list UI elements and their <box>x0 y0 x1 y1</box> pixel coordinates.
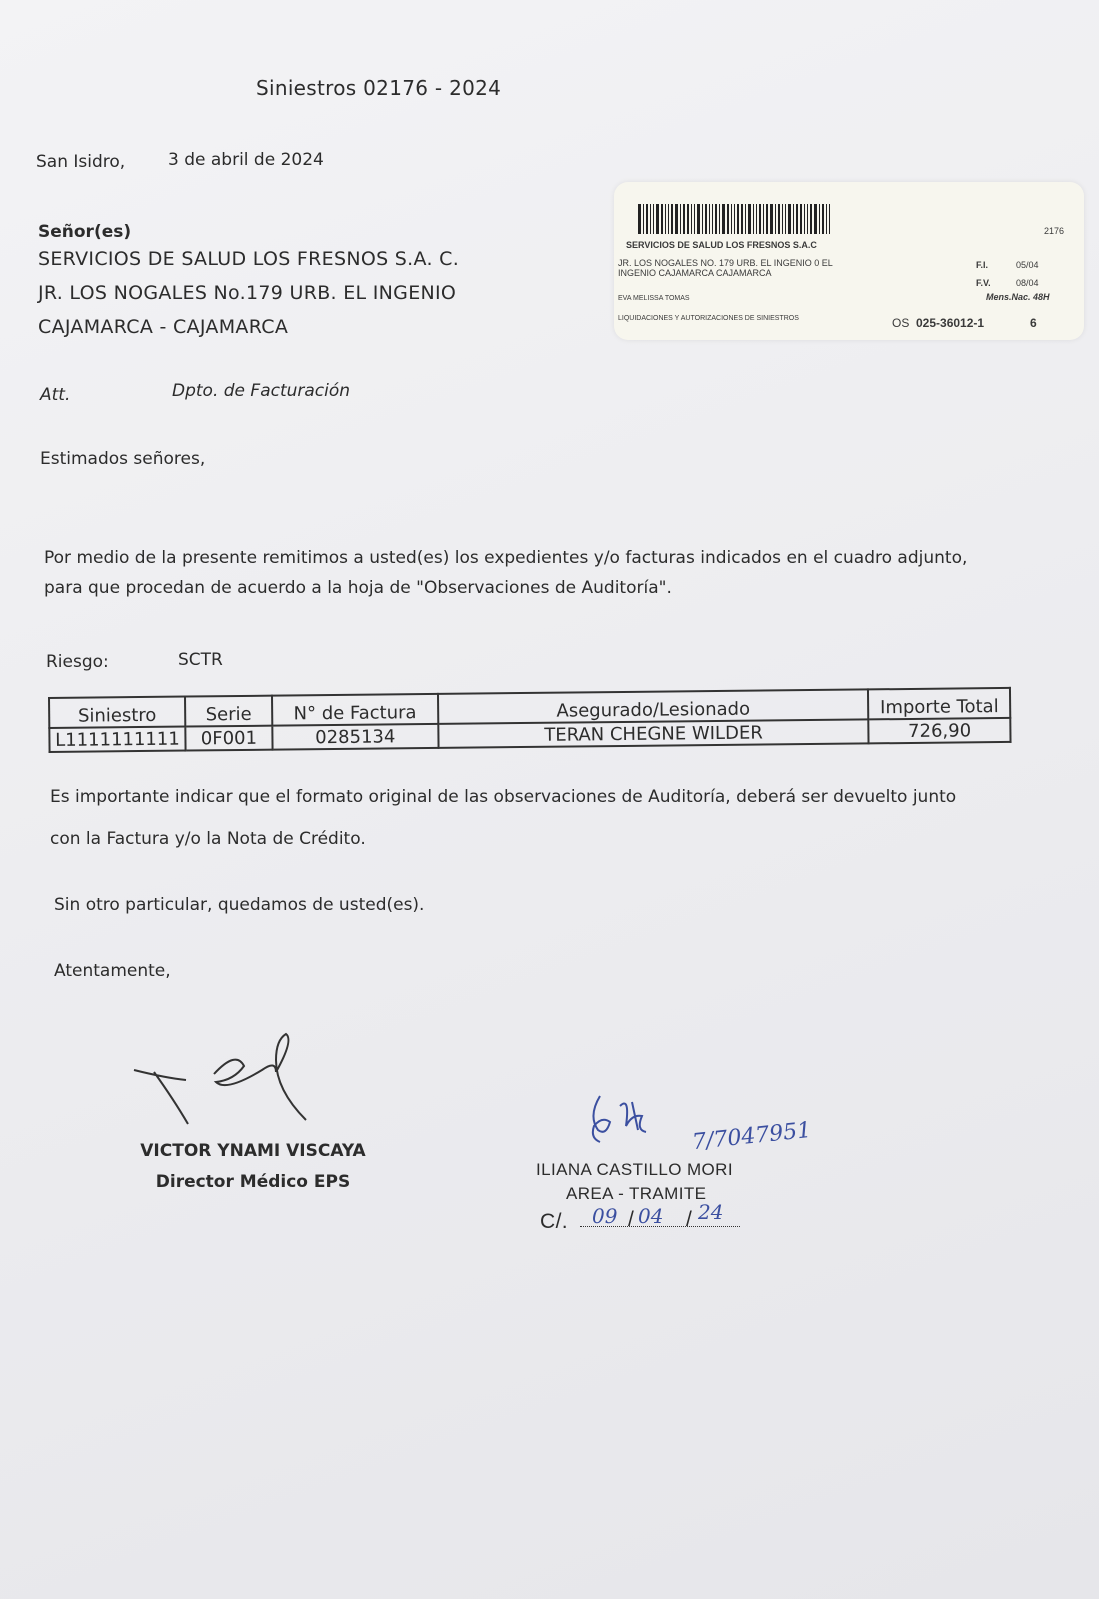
barcode-bar <box>650 204 651 234</box>
barcode-bar <box>826 204 827 234</box>
receipt-date-prefix: C/. <box>540 1210 569 1233</box>
barcode-bar <box>796 204 798 234</box>
addressee-label: Señor(es) <box>38 222 132 242</box>
label-os-label: OS <box>892 316 910 330</box>
label-fi-value: 05/04 <box>1016 260 1039 270</box>
closing-line-2: con la Factura y/o la Nota de Crédito. <box>50 829 366 849</box>
col-factura: N° de Factura <box>272 694 438 726</box>
receipt-month: 04 <box>638 1204 664 1228</box>
receiver-name: ILIANA CASTILLO MORI <box>536 1160 733 1179</box>
barcode-bar <box>804 204 805 234</box>
courier-label <box>614 182 1084 340</box>
label-os-suffix: 6 <box>1030 316 1037 330</box>
barcode-bar <box>759 204 761 234</box>
cell-factura: 0285134 <box>272 724 438 750</box>
signatory-name: VICTOR YNAMI VISCAYA <box>140 1141 366 1161</box>
barcode-bar <box>731 204 732 234</box>
barcode-bar <box>822 204 824 234</box>
barcode-bar <box>638 204 641 234</box>
barcode-bar <box>788 204 791 234</box>
place: San Isidro, <box>36 152 126 172</box>
label-fi-label: F.I. <box>976 260 989 270</box>
barcode-bar <box>800 204 802 234</box>
signatory-title: Director Médico EPS <box>155 1172 351 1192</box>
label-fv-label: F.V. <box>976 278 991 288</box>
label-dept: LIQUIDACIONES Y AUTORIZACIONES DE SINIESTROS <box>618 315 799 322</box>
barcode-bar <box>709 204 710 234</box>
barcode-bar <box>646 204 648 234</box>
barcode-bar <box>778 204 780 234</box>
barcode-bar <box>683 204 685 234</box>
barcode-bar <box>656 204 659 234</box>
invoice-table <box>48 687 1012 753</box>
barcode-bar <box>734 204 735 234</box>
attention-label: Att. <box>40 385 71 405</box>
signature-receipt <box>580 1086 670 1156</box>
body-line-1: Por medio de la presente remitimos a usted(es) los expedientes y/o facturas indicados en el cuadro adjunto, <box>44 548 968 568</box>
receiver-area: AREA - TRAMITE <box>566 1184 707 1203</box>
signature-victor <box>126 1020 346 1140</box>
handwritten-code: 7/7047951 <box>691 1117 813 1156</box>
barcode-bar <box>691 204 692 234</box>
barcode-bar <box>807 204 808 234</box>
body-line-2: para que procedan de acuerdo a la hoja de "Observaciones de Auditoría". <box>44 578 672 598</box>
barcode-bar <box>680 204 681 234</box>
barcode-bar <box>763 204 764 234</box>
document-title: Siniestros 02176 - 2024 <box>256 76 502 100</box>
barcode-bar <box>694 204 695 234</box>
addressee-line-1: SERVICIOS DE SALUD LOS FRESNOS S.A. C. <box>38 248 460 270</box>
barcode <box>638 204 884 234</box>
barcode-bar <box>671 204 673 234</box>
cell-asegurado: TERAN CHEGNE WILDER <box>438 719 869 748</box>
addressee-line-2: JR. LOS NOGALES No.179 URB. EL INGENIO <box>38 282 457 304</box>
label-mens: Mens.Nac. 48H <box>986 292 1050 302</box>
addressee-line-3: CAJAMARCA - CAJAMARCA <box>38 316 289 338</box>
barcode-bar <box>756 204 757 234</box>
attention-value: Dpto. de Facturación <box>172 381 351 401</box>
barcode-bar <box>687 204 689 234</box>
barcode-bar <box>770 204 773 234</box>
date-separator-2: / <box>686 1208 693 1231</box>
barcode-bar <box>785 204 786 234</box>
barcode-bar <box>819 204 820 234</box>
barcode-bar <box>712 204 713 234</box>
barcode-bar <box>745 204 746 234</box>
sign-off: Atentamente, <box>54 961 171 981</box>
barcode-bar <box>727 204 729 234</box>
barcode-bar <box>675 204 678 234</box>
barcode-bar <box>782 204 783 234</box>
col-serie: Serie <box>185 696 272 727</box>
label-os-value: 025-36012-1 <box>916 316 985 330</box>
barcode-bar <box>661 204 663 234</box>
label-address-2: INGENIO CAJAMARCA CAJAMARCA <box>618 268 772 278</box>
barcode-bar <box>719 204 720 234</box>
receipt-day: 09 <box>592 1204 618 1228</box>
barcode-bar <box>722 204 725 234</box>
cell-serie: 0F001 <box>185 726 272 751</box>
col-asegurado: Asegurado/Lesionado <box>438 689 869 724</box>
date-separator-1: / <box>628 1208 635 1231</box>
barcode-bar <box>741 204 743 234</box>
date: 3 de abril de 2024 <box>168 150 324 170</box>
barcode-bar <box>705 204 707 234</box>
barcode-bar <box>766 204 768 234</box>
closing-regards: Sin otro particular, quedamos de usted(es). <box>54 895 425 915</box>
barcode-bar <box>697 204 700 234</box>
barcode-bar <box>715 204 717 234</box>
greeting: Estimados señores, <box>40 449 206 469</box>
cell-siniestro: L1111111111 <box>49 727 185 752</box>
barcode-bar <box>829 204 830 234</box>
label-company: SERVICIOS DE SALUD LOS FRESNOS S.A.C <box>626 240 817 250</box>
barcode-bar <box>814 204 817 234</box>
cell-importe: 726,90 <box>869 718 1011 743</box>
barcode-bar <box>653 204 654 234</box>
risk-label: Riesgo: <box>46 652 109 672</box>
barcode-bar <box>753 204 754 234</box>
label-address-1: JR. LOS NOGALES NO. 179 URB. EL INGENIO 0 EL <box>618 258 833 268</box>
barcode-bar <box>775 204 776 234</box>
label-number: 2176 <box>1044 226 1065 236</box>
col-siniestro: Siniestro <box>49 697 185 728</box>
risk-value: SCTR <box>178 650 223 670</box>
receipt-year: 24 <box>698 1200 724 1224</box>
barcode-bar <box>643 204 644 234</box>
barcode-bar <box>810 204 812 234</box>
barcode-bar <box>737 204 739 234</box>
closing-line-1: Es importante indicar que el formato original de las observaciones de Auditoría, deberá ser devuelto junto <box>50 787 957 807</box>
label-fv-value: 08/04 <box>1016 278 1039 288</box>
col-importe: Importe Total <box>868 688 1010 719</box>
barcode-bar <box>665 204 666 234</box>
barcode-bar <box>793 204 794 234</box>
barcode-bar <box>748 204 751 234</box>
label-person: EVA MELISSA TOMAS <box>618 295 690 302</box>
barcode-bar <box>668 204 669 234</box>
barcode-bar <box>702 204 703 234</box>
